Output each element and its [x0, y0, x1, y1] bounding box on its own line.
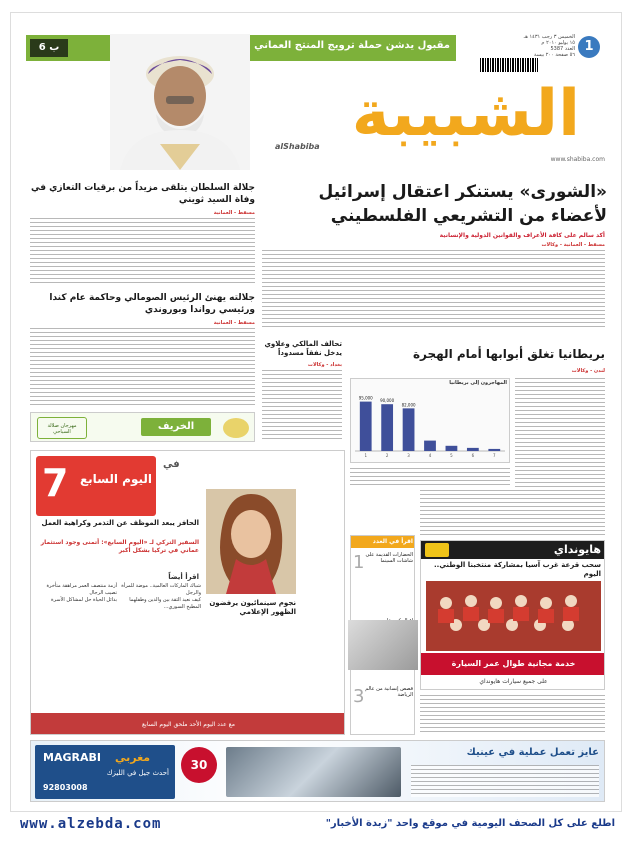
supplement-item: شباك الماركات العالمية.. موضة للمرأة والرجل — [121, 583, 201, 596]
chart-bar — [360, 402, 372, 451]
index-num: 1 — [353, 552, 365, 573]
website-url: www.shabiba.com — [550, 156, 605, 163]
index-photo — [348, 620, 418, 670]
magrabi-badge: 30 — [181, 747, 217, 783]
hyundai-brand: هايونداي — [553, 543, 601, 556]
hyundai-offer: خدمة مجانية طوال عمر السيارة — [421, 653, 605, 675]
iraq-headline[interactable]: تحالف المالكي وعلاوي يدخل نفقاً مسدوداً — [264, 340, 342, 357]
page-number-badge: 1 — [578, 36, 600, 58]
supplement-number: 7 — [42, 461, 69, 505]
chart-data-label: 90,000 — [380, 398, 395, 404]
index-item[interactable]: قصص إنسانية من عالم الرياضة — [365, 686, 413, 698]
kharif-ad-sub: مهرجان صلالة السياحي — [37, 417, 87, 439]
chart-bar — [424, 441, 436, 451]
magrabi-body — [411, 765, 599, 797]
sidebar-dateline-2: مسقط - العمانية — [213, 320, 255, 326]
hyundai-ad[interactable] — [420, 540, 605, 690]
issue-line: ١٥ يوليو ٢٠١٠ م — [541, 40, 575, 46]
magrabi-phone: 92803008 — [43, 783, 88, 792]
immigration-chart — [350, 378, 510, 463]
issue-line: العدد 5387 — [550, 46, 575, 52]
hyundai-sub: على جميع سيارات هايونداي — [479, 678, 548, 685]
supplement-item: كيف نعيد الثقة بين والدين وطفلهما — [129, 597, 201, 603]
sidebar-story-2-body — [30, 328, 255, 406]
supplement-also-read: اقرأ أيضاً — [168, 573, 199, 581]
chart-data-label: 82,000 — [401, 402, 416, 408]
chart-tick-label: 6 — [471, 453, 475, 458]
right-story-body — [420, 490, 605, 535]
magrabi-logo-panel — [35, 745, 175, 799]
masthead-logo: الشبيبة — [351, 77, 580, 151]
supplement-items-col1 — [121, 583, 201, 611]
sidebar-story-1-body — [30, 218, 255, 283]
chart-bar — [381, 404, 393, 451]
main-headline-line1[interactable]: «الشورى» يستنكر اعتقال إسرائيل — [318, 182, 607, 202]
chart-tick-label: 5 — [450, 453, 453, 458]
britain-headline[interactable]: بريطانيا تغلق أبوابها أمام الهجرة — [412, 347, 605, 361]
sidebar-dateline-1: مسقط - العمانية — [213, 210, 255, 216]
right-story-body-lower — [420, 695, 605, 735]
team-image — [426, 581, 601, 651]
chart-title: المهاجرون إلى بريطانيا — [449, 380, 507, 386]
chart-bar — [488, 449, 500, 451]
issue-line: الخميس ٣ رجب ١٤٣١ هـ — [523, 34, 575, 40]
kharif-ad-emblem-icon — [223, 418, 249, 438]
kharif-ad[interactable] — [30, 412, 255, 442]
magrabi-slogan: عايز تعمل عملية في عينيك — [466, 747, 599, 758]
main-dateline: مسقط - العمانية - وكالات — [541, 242, 605, 248]
supplement-inside-label: في — [163, 459, 180, 470]
footer-site-url[interactable]: www.alzebda.com — [20, 816, 162, 832]
chart-tick-label: 4 — [428, 453, 432, 458]
index-num: 3 — [353, 686, 365, 707]
chart-tick-label: 7 — [493, 453, 496, 458]
supplement-item: بدائل الحياة حل لمشاكل الأسرة — [51, 597, 117, 603]
masthead-logo-latin: alShabiba — [275, 142, 320, 151]
barcode — [480, 58, 538, 72]
chart-tick-label: 1 — [364, 453, 367, 458]
supplement-items-col2 — [39, 583, 117, 604]
magrabi-logo-ar: مغربي — [115, 751, 151, 764]
magrabi-ad[interactable] — [30, 740, 605, 802]
supplement-item: أزمة منتصف العمر مراهقة متأخرة تصيب الرجال — [46, 583, 117, 596]
supplement-title: اليوم السابع — [79, 472, 152, 486]
chart-plot — [355, 389, 505, 461]
chart-bar — [403, 408, 415, 451]
issue-line: ٥٦ صفحة ٢٠٠ بيسة — [534, 52, 575, 58]
sidebar-headline-2[interactable]: جلالته يهنئ الرئيس الصومالي وحاكمة عام كندا ورئيسي رواندا وبوروندي — [49, 293, 255, 315]
actress-image — [206, 489, 296, 594]
magrabi-logo: MAGRABI — [43, 751, 101, 764]
portrait-image — [110, 34, 250, 170]
actress-photo — [206, 489, 296, 594]
main-headline-line2[interactable]: لأعضاء من التشريعي الفلسطيني — [330, 206, 607, 226]
iraq-dateline: بغداد - وكالات — [307, 362, 342, 368]
index-title: اقرأ في العدد — [351, 536, 415, 548]
footer-tagline: اطلع على كل الصحف اليومية في موقع واحد "زبدة الأخبار" — [325, 818, 615, 829]
kharif-ad-title: الخريف — [141, 418, 211, 436]
sidebar-headline-1[interactable]: جلالة السلطان يتلقى مزيداً من برقيات التعازي في وفاة السيد ثويني — [30, 183, 255, 205]
supplement-ad[interactable] — [30, 450, 345, 735]
issue-info — [500, 34, 575, 58]
main-story-body — [262, 250, 605, 330]
top-banner-page: 6 ب — [30, 39, 68, 57]
index-item[interactable]: الحضارات القديمة على شاشات السينما — [365, 552, 413, 564]
supplement-footer: مع عدد اليوم الأحد ملحق اليوم السابع — [31, 713, 345, 735]
main-subhead: أكد سالم على كافة الأعراف والقوانين الدولية والإنسانية — [439, 232, 605, 239]
chart-data-label: 95,000 — [358, 395, 373, 401]
worldcup-logo-icon — [425, 543, 449, 557]
britain-story-body-lower — [350, 468, 510, 488]
magrabi-side: أحدث جيل في الليزك — [106, 769, 169, 777]
supplement-star-headline: نجوم سينمائيون يرفضون الظهور الإعلامي — [209, 599, 296, 616]
magrabi-photo — [226, 747, 401, 797]
supplement-headline-1: الحافز يبعد الموظف عن التذمر وكراهية العمل — [41, 519, 199, 527]
chart-tick-label: 2 — [385, 453, 389, 458]
chart-bar — [446, 446, 458, 451]
britain-story-body — [515, 378, 605, 488]
iraq-story-body — [262, 370, 342, 442]
chart-tick-label: 3 — [407, 453, 410, 458]
britain-dateline: لندن - وكالات — [571, 368, 605, 374]
supplement-logo — [36, 456, 156, 516]
supplement-headline-2: السفير التركي لـ «اليوم السابع»: أتمنى وجود استثمار عماني في تركيا بشكل أكبر — [40, 539, 199, 554]
chart-bar — [467, 448, 479, 451]
sports-headline[interactable]: سحب قرعة غرب آسيا بمشاركة منتخبنا الوطني.. اليوم — [434, 561, 601, 578]
minister-photo — [110, 34, 250, 170]
team-photo — [426, 581, 601, 651]
main-headline — [262, 180, 607, 228]
top-banner-headline: مقبول يدشن حملة ترويج المنتج العماني — [254, 40, 450, 51]
supplement-item: المطبخ السوري... — [163, 604, 201, 610]
